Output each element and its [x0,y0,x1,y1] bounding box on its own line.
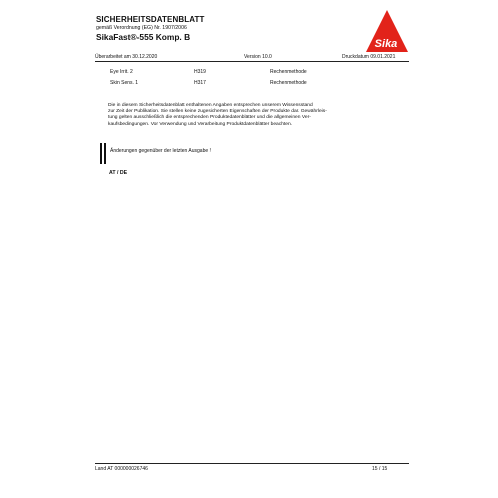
disclaimer-text [108,103,408,128]
sika-logo-icon [365,9,409,53]
product-name: SikaFast®-555 Komp. B [96,32,191,42]
classification-method: Rechenmethode [270,80,307,86]
classification-category: Skin Sens. 1 [110,80,139,86]
hazard-code: H319 [194,69,206,75]
disclaimer-line: kaufsbedingungen. Vor Verwendung und Verarbeitung Produktdatenblätter beachten. [108,121,293,127]
logo-text: Sika [374,38,398,50]
document-title: SICHERHEITSDATENBLATT [96,15,205,24]
footer-divider [95,463,409,464]
print-date: Druckdatum 09.01.2021 [342,54,396,60]
disclaimer-line: zur Zeit der Publikation. Sie stellen keine zugesicherten Eigenschaften der Produkte dar. Gewährleis- [108,109,327,115]
revision-date: Überarbeitet am 30.12.2020 [95,54,158,60]
disclaimer-line: Die in diesem Sicherheitsdatenblatt enthaltenen Angaben entsprechen unserem Wissensstand [108,103,313,108]
version-number: Version 10.0 [244,54,272,60]
country-code: AT / DE [109,170,128,176]
regulation-reference: gemäß Verordnung (EG) Nr. 1907/2006 [96,25,187,31]
page-number: 15 / 15 [372,466,388,472]
change-bar [104,143,106,164]
change-bar [100,143,102,164]
footer-land-code: Land AT 000000026746 [95,466,148,472]
hazard-code: H317 [194,80,206,86]
classification-category: Eye Irrit. 2 [110,69,133,75]
header-divider [95,61,409,62]
disclaimer-line: tung gelten ausschließlich die entsprechenden Produktedatenblätter und die allgemeinen Ver- [108,115,311,121]
changes-note: Änderungen gegenüber der letzten Ausgabe ! [110,148,211,154]
classification-method: Rechenmethode [270,69,307,75]
